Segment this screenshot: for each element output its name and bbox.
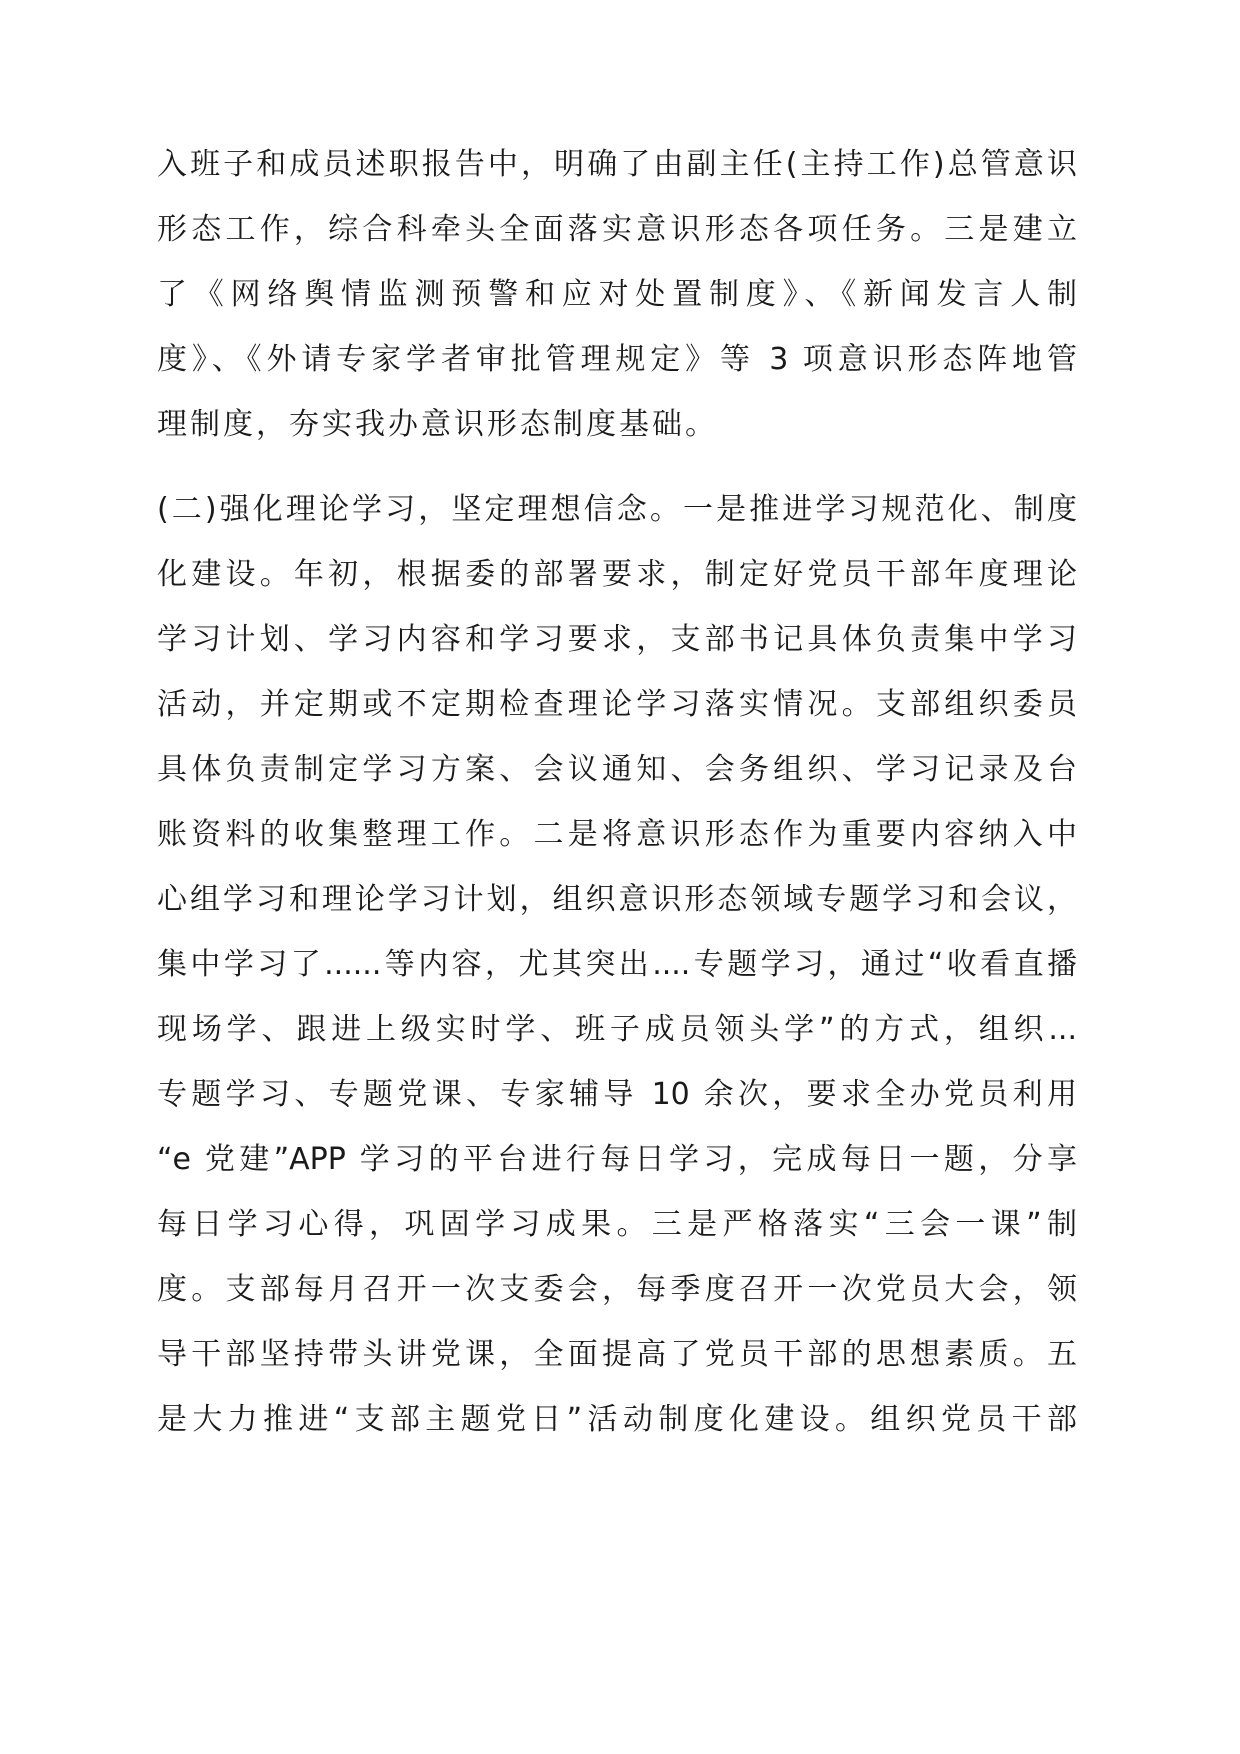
text-line: 具体负责制定学习方案、会议通知、会务组织、学习记录及台 xyxy=(157,752,1077,787)
text-line: 专题学习、专题党课、专家辅导 10 余次，要求全办党员利用 xyxy=(157,1077,1077,1112)
text-line: (二)强化理论学习，坚定理想信念。一是推进学习规范化、制度 xyxy=(157,492,1077,527)
text-line: 账资料的收集整理工作。二是将意识形态作为重要内容纳入中 xyxy=(157,817,1077,852)
text-line: 度。支部每月召开一次支委会，每季度召开一次党员大会，领 xyxy=(157,1272,1077,1307)
text-line: 化建设。年初，根据委的部署要求，制定好党员干部年度理论 xyxy=(157,557,1077,592)
text-line: 现场学、跟进上级实时学、班子成员领头学”的方式，组织... xyxy=(157,1012,1077,1047)
text-line: 入班子和成员述职报告中，明确了由副主任(主持工作)总管意识 xyxy=(157,147,1077,182)
text-line: 集中学习了......等内容，尤其突出....专题学习，通过“收看直播 xyxy=(157,947,1077,982)
text-line: 活动，并定期或不定期检查理论学习落实情况。支部组织委员 xyxy=(157,687,1077,722)
text-line: 导干部坚持带头讲党课，全面提高了党员干部的思想素质。五 xyxy=(157,1337,1077,1372)
text-line: 学习计划、学习内容和学习要求，支部书记具体负责集中学习 xyxy=(157,622,1077,657)
text-line: “e 党建”APP 学习的平台进行每日学习，完成每日一题，分享 xyxy=(157,1142,1077,1177)
text-line: 心组学习和理论学习计划，组织意识形态领域专题学习和会议， xyxy=(157,882,1077,917)
text-line: 度》、《外请专家学者审批管理规定》等 3 项意识形态阵地管 xyxy=(157,342,1077,377)
text-line: 每日学习心得，巩固学习成果。三是严格落实“三会一课”制 xyxy=(157,1207,1077,1242)
text-line: 了《网络舆情监测预警和应对处置制度》、《新闻发言人制 xyxy=(157,277,1077,312)
text-line: 形态工作，综合科牵头全面落实意识形态各项任务。三是建立 xyxy=(157,212,1077,247)
text-line: 是大力推进“支部主题党日”活动制度化建设。组织党员干部 xyxy=(157,1402,1077,1437)
text-line: 理制度，夯实我办意识形态制度基础。 xyxy=(157,407,718,442)
